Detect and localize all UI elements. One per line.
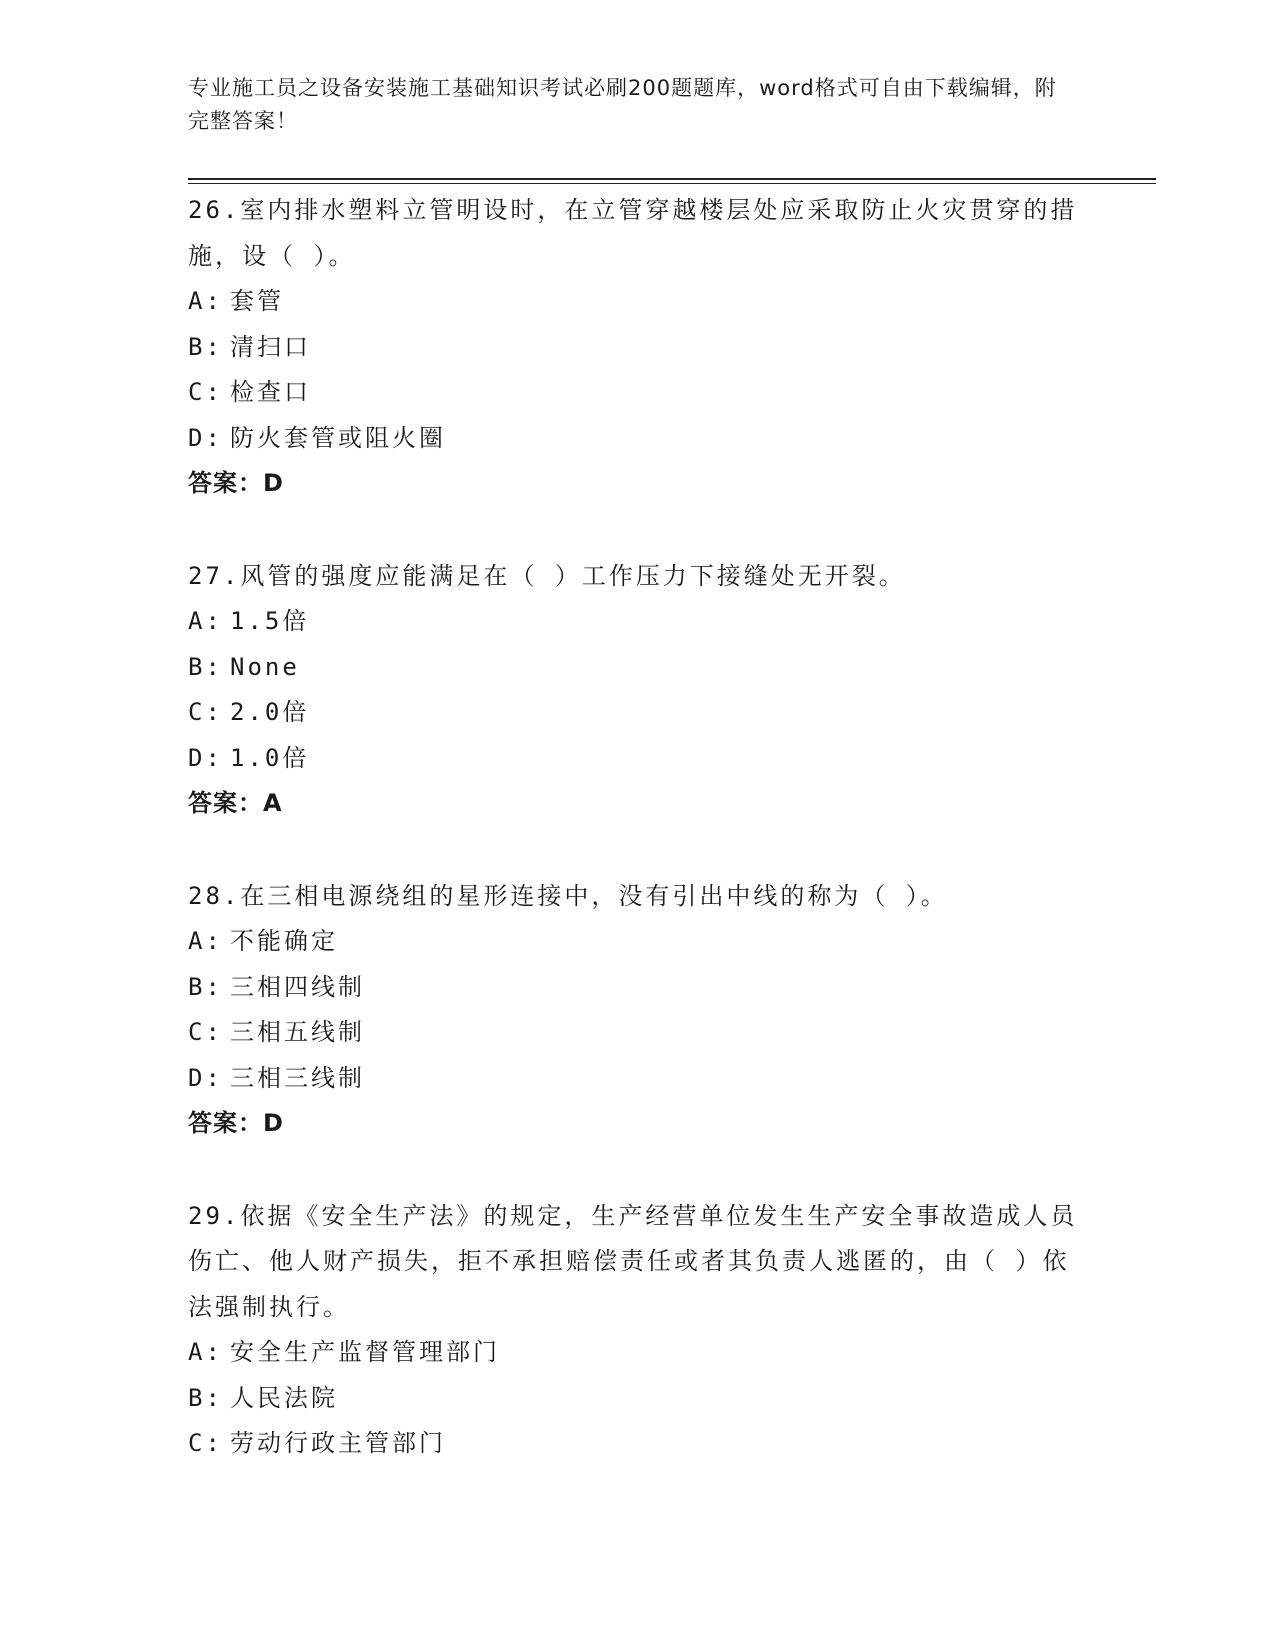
option-key: D: <box>188 423 223 452</box>
option-text: 防火套管或阻火圈 <box>230 423 446 452</box>
option-key: D: <box>188 1063 223 1092</box>
option-text: 1.5倍 <box>230 607 310 635</box>
option-text: 检查口 <box>230 378 311 406</box>
option-key: A: <box>188 1338 223 1366</box>
option-key: C: <box>188 378 223 406</box>
option-key: B: <box>188 1383 223 1412</box>
option-key: C: <box>188 1018 223 1046</box>
option-a <box>188 599 1088 645</box>
option-key: A: <box>188 607 223 635</box>
option-d <box>188 736 1088 782</box>
option-text: 人民法院 <box>230 1383 338 1412</box>
option-key: B: <box>188 652 223 681</box>
option-d <box>188 416 1088 462</box>
option-c <box>188 1010 1088 1056</box>
option-b <box>188 325 1088 371</box>
option-text: 三相五线制 <box>230 1018 365 1046</box>
question-29 <box>188 1194 1088 1467</box>
question-text: 28.在三相电源绕组的星形连接中，没有引出中线的称为（ ）。 <box>188 881 948 910</box>
answer-label: 答案： <box>188 789 263 817</box>
option-text: 劳动行政主管部门 <box>230 1429 446 1457</box>
document-header: 专业施工员之设备安装施工基础知识考试必刷200题题库，word格式可自由下载编辑，附完整答案！ <box>188 76 1057 133</box>
option-a <box>188 279 1088 325</box>
option-key: C: <box>188 698 223 726</box>
header-divider-thick <box>188 178 1156 180</box>
option-key: A: <box>188 287 223 315</box>
option-c <box>188 370 1088 416</box>
option-key: B: <box>188 972 223 1001</box>
option-key: D: <box>188 743 223 772</box>
option-text: None <box>230 652 300 681</box>
answer-value: D <box>263 1109 284 1137</box>
option-a <box>188 1330 1088 1376</box>
option-key: A: <box>188 927 223 955</box>
answer-line <box>188 461 1088 507</box>
option-text: 三相四线制 <box>230 972 365 1001</box>
option-text: 2.0倍 <box>230 698 310 726</box>
question-28 <box>188 874 1088 1147</box>
answer-label: 答案： <box>188 1109 263 1137</box>
option-text: 清扫口 <box>230 332 311 361</box>
option-b <box>188 965 1088 1011</box>
question-26 <box>188 188 1088 507</box>
answer-line <box>188 1101 1088 1147</box>
answer-value: A <box>263 789 283 817</box>
option-key: C: <box>188 1429 223 1457</box>
option-c <box>188 1421 1088 1467</box>
option-c <box>188 690 1088 736</box>
question-text: 29.依据《安全生产法》的规定，生产经营单位发生生产安全事故造成人员伤亡、他人财产损失，拒不承担赔偿责任或者其负责人逃匿的，由（ ）依法强制执行。 <box>188 1201 1078 1321</box>
option-b <box>188 1376 1088 1422</box>
header-divider-thin <box>188 183 1156 184</box>
answer-label: 答案： <box>188 469 263 497</box>
question-text: 27.风管的强度应能满足在（ ）工作压力下接缝处无开裂。 <box>188 561 906 590</box>
option-b <box>188 645 1088 691</box>
option-text: 安全生产监督管理部门 <box>230 1338 500 1366</box>
question-27 <box>188 554 1088 827</box>
answer-line <box>188 781 1088 827</box>
option-text: 不能确定 <box>230 927 338 955</box>
option-text: 套管 <box>230 287 284 315</box>
option-text: 三相三线制 <box>230 1063 365 1092</box>
option-key: B: <box>188 332 223 361</box>
answer-value: D <box>263 469 284 497</box>
question-text: 26.室内排水塑料立管明设时，在立管穿越楼层处应采取防止火灾贯穿的措施，设（ ）。 <box>188 196 1078 270</box>
question-list <box>188 188 1088 1514</box>
option-text: 1.0倍 <box>230 743 310 772</box>
option-a <box>188 919 1088 965</box>
option-d <box>188 1056 1088 1102</box>
